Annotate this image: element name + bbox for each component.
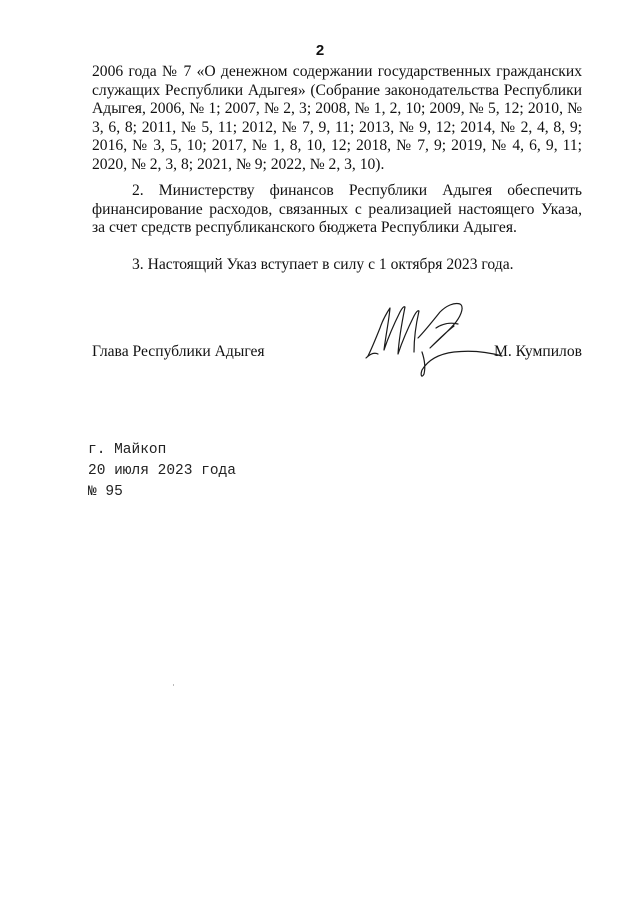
handwritten-signature-icon xyxy=(362,298,512,383)
issue-date: 20 июля 2023 года xyxy=(88,463,236,479)
page-number: 2 xyxy=(315,42,325,59)
paragraph-effective-date: 3. Настоящий Указ вступает в силу с 1 октября 2023 года. xyxy=(132,256,514,273)
issue-city: г. Майкоп xyxy=(88,442,167,458)
scan-speck xyxy=(173,684,174,686)
signatory-name: М. Кумпилов xyxy=(494,343,582,360)
document-number: № 95 xyxy=(88,484,123,500)
place-date-block xyxy=(88,440,236,503)
paragraph-citation: 2006 года № 7 «О денежном содержании государственных гражданских служащих Республики Адыгея» (Собрание законодательства Республики Адыгея, 2006, № 1; 2007, № 2, 3; 2008, № 1, 2, 10; 2009, № 5, 12; 2010, № 3, 6, 8; 2011, № 5, 11; 2012, № 7, 9, 11; 2013, № 9, 12; 2014, № 2, 4, 8, 9; 2016, № 3, 5, 10; 2017, № 1, 8, 10, 12; 2018, № 7, 9; 2019, № 4, 6, 9, 11; 2020, № 2, 3, 8; 2021, № 9; 2022, № 2, 3, 10). xyxy=(92,63,582,173)
paragraph-ministry-finance: 2. Министерству финансов Республики Адыгея обеспечить финансирование расходов, связанных с реализацией настоящего Указа, за счет средств республиканского бюджета Республики Адыгея. xyxy=(92,182,582,237)
signatory-title: Глава Республики Адыгея xyxy=(92,343,265,360)
